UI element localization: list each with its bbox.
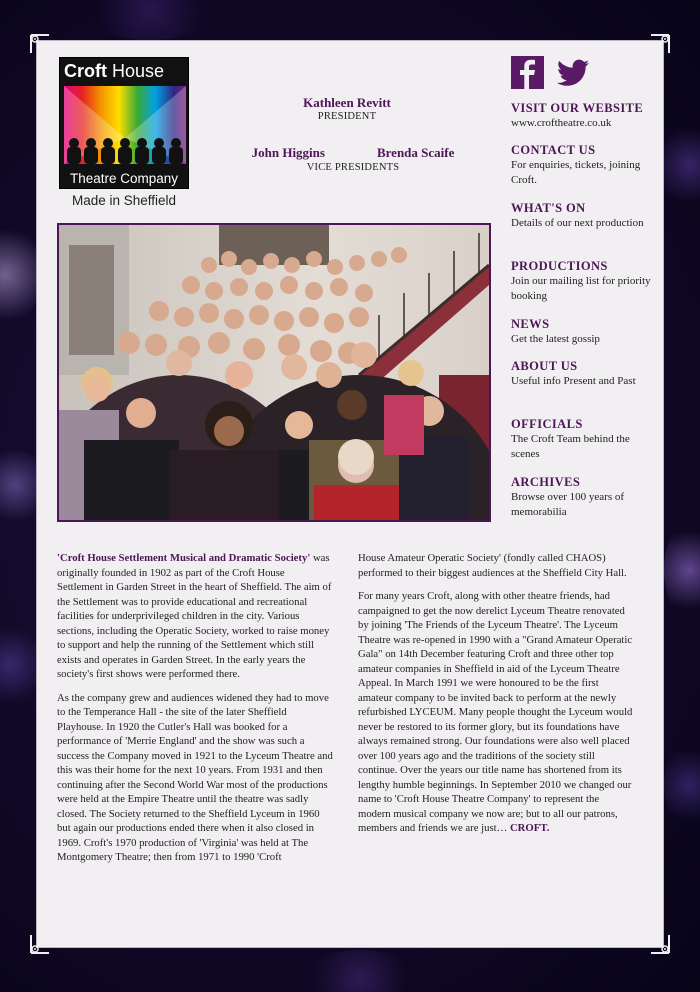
nav-item-archives[interactable] <box>511 475 661 533</box>
history-paragraph: As the company grew and audiences widened they had to move to the Temperance Hall - the site of the later Sheffield Playhouse. In 1920 the Cutler's Hall was booked for a performance of 'Merrie England' and the show was such a success the Company moved in 1921 to the Lyceum Theatre and this was their home for the next 10 years. From 1931 and then continuing after the Second World War most of the productions were held at the Empire Theatre until the theatre was sadly closed. The Society returned to the Sheffield Lyceum in 1960 but again our productions ended there when it also closed in 1969. Croft's 1970 production of 'Virginia' was held at The Montgomery Theatre; then from 1971 to 1990 'Croft <box>57 691 333 863</box>
vice-president-name: Brenda Scaife <box>376 145 455 160</box>
logo-tagline: Made in Sheffield <box>71 193 177 208</box>
society-name: 'Croft House Settlement Musical and Dramatic Society' <box>57 552 311 564</box>
history-column-left <box>57 551 333 874</box>
history-paragraph: 'Croft House Settlement Musical and Dramatic Society' was originally founded in 1902 as part of the Croft House Settlement in Garden Street in the heart of Sheffield. The aim of the Settlement was to provide educational and recreational facilities for underprivileged children in the city. Various sections, including the Operatic Society, worked to raise money to support and help the running of the Settlement which still exists and operates in Garden Street. In the early years the society's first shows were performed there. <box>57 552 332 680</box>
nav-heading: NEWS <box>511 317 550 331</box>
twitter-icon[interactable] <box>557 59 589 87</box>
nav-item-news[interactable] <box>511 317 661 359</box>
nav-heading: OFFICIALS <box>511 417 583 431</box>
nav-item-productions[interactable] <box>511 259 661 317</box>
bokeh-light <box>80 0 220 40</box>
logo-subtitle: Theatre Company <box>69 171 179 186</box>
nav-description: Join our mailing list for priority booking <box>511 275 651 302</box>
facebook-icon[interactable] <box>511 56 544 89</box>
president-name: Kathleen Revitt <box>303 95 391 110</box>
corner-ornament <box>649 33 671 55</box>
nav-heading: ABOUT US <box>511 359 578 373</box>
nav-description: The Croft Team behind the scenes <box>511 433 630 460</box>
nav-item-officials[interactable] <box>511 417 661 475</box>
info-links-list <box>511 101 661 533</box>
nav-heading: WHAT'S ON <box>511 201 586 215</box>
vice-presidents-role: VICE PRESIDENTS <box>306 162 400 173</box>
bokeh-light <box>0 220 40 330</box>
vice-president-name: John Higgins <box>251 145 325 160</box>
logo-rainbow-graphic <box>64 86 186 164</box>
nav-heading: PRODUCTIONS <box>511 259 608 273</box>
logo-title: Croft House <box>64 61 165 81</box>
nav-description: Get the latest gossip <box>511 333 600 345</box>
nav-item-contact[interactable] <box>511 143 661 201</box>
nav-description: Useful info Present and Past <box>511 375 636 387</box>
company-group-photo <box>57 223 491 522</box>
nav-item-about[interactable] <box>511 359 661 417</box>
corner-ornament <box>29 933 51 955</box>
nav-item-website[interactable] <box>511 101 661 143</box>
nav-description: www.croftheatre.co.uk <box>511 117 612 129</box>
president-role: PRESIDENT <box>317 111 377 122</box>
bokeh-light <box>664 520 700 620</box>
bokeh-light <box>300 950 420 992</box>
history-paragraph: For many years Croft, along with other theatre friends, had campaigned to get the now derelict Lyceum Theatre renovated by joining 'The Friends of the Lyceum Theatre'. The Lyceum Theatre was re-opened in 1990 with a "Grand Amateur Operatic Gala" on 14th December featuring Croft and three other top amateur companies in Sheffield in aid of the Lyceum Theatre Appeal. In March 1991 we were honoured to be the first amateur company to be invited back to perform at the newly refurbished LYCEUM. Many people thought the Lyceum would never be restored to its former glory, but its foundations have always remained strong. Our foundations were also well placed over 100 years ago and the traditions of the society still continue. Over the years our title name has shortened from its lengthy humble beginnings. In September 2010 we changed our name to 'Croft House Theatre Company' to represent the modern musical company we now are; but to all our patrons, members and friends we are just… CROFT. <box>358 590 633 834</box>
bokeh-light <box>0 440 40 530</box>
nav-heading: ARCHIVES <box>511 475 581 489</box>
history-column-right <box>358 551 634 845</box>
bokeh-light <box>660 120 700 210</box>
bokeh-light <box>664 740 700 830</box>
bokeh-light <box>0 620 40 710</box>
president-block <box>247 95 447 122</box>
croft-house-logo[interactable] <box>59 57 189 189</box>
nav-description: Details of our next production <box>511 217 644 229</box>
nav-heading: CONTACT US <box>511 143 596 157</box>
corner-ornament <box>29 33 51 55</box>
nav-item-whats-on[interactable] <box>511 201 661 259</box>
corner-ornament <box>649 933 671 955</box>
flyer-page <box>36 40 664 948</box>
vice-presidents-block <box>233 144 473 173</box>
history-paragraph: House Amateur Operatic Society' (fondly called CHAOS) performed to their biggest audiences at the Sheffield City Hall. <box>358 552 627 579</box>
croft-signoff: CROFT. <box>509 822 550 834</box>
vice-president-names <box>233 144 473 162</box>
nav-description: For enquiries, tickets, joining Croft. <box>511 159 641 186</box>
nav-description: Browse over 100 years of memorabilia <box>511 491 625 518</box>
nav-heading: VISIT OUR WEBSITE <box>511 101 644 115</box>
